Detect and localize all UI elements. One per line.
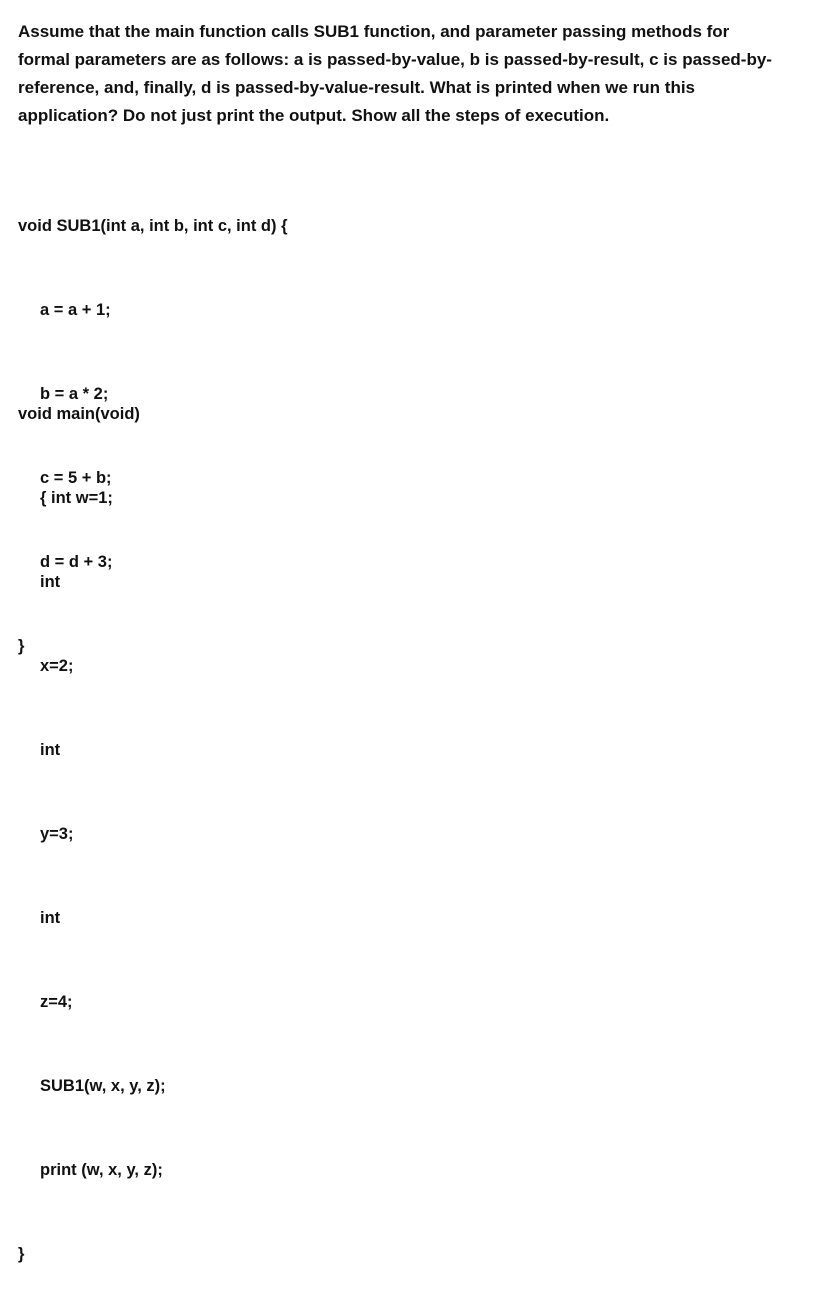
main-line-1: { int w=1; (40, 489, 113, 507)
main-line-7: z=4; (40, 993, 73, 1011)
question-text (18, 18, 798, 130)
main-close-brace: } (18, 1245, 25, 1263)
sub1-line-4: d = d + 3; (40, 553, 113, 571)
question-line-4: application? Do not just print the output. Show all the steps of execution. (18, 106, 610, 125)
sub1-line-3: c = 5 + b; (40, 469, 112, 487)
sub1-close-brace: } (18, 637, 25, 655)
main-line-4: int (40, 741, 61, 759)
sub1-line-1: a = a + 1; (40, 301, 111, 319)
main-line-5: y=3; (40, 825, 74, 843)
main-line-2: int (40, 573, 61, 591)
main-line-8: SUB1(w, x, y, z); (40, 1077, 166, 1095)
main-line-9: print (w, x, y, z); (40, 1161, 163, 1179)
main-signature: void main(void) (18, 405, 140, 423)
main-line-3: x=2; (40, 657, 74, 675)
main-line-6: int (40, 909, 61, 927)
sub1-line-2: b = a * 2; (40, 385, 109, 403)
question-line-2: formal parameters are as follows: a is passed-by-value, b is passed-by-result, c is passed-by- (18, 50, 772, 69)
question-line-1: Assume that the main function calls SUB1 function, and parameter passing methods for (18, 22, 730, 41)
question-line-3: reference, and, finally, d is passed-by-value-result. What is printed when we run this (18, 78, 696, 97)
main-code-block (18, 344, 166, 1296)
sub1-signature: void SUB1(int a, int b, int c, int d) { (18, 217, 288, 235)
